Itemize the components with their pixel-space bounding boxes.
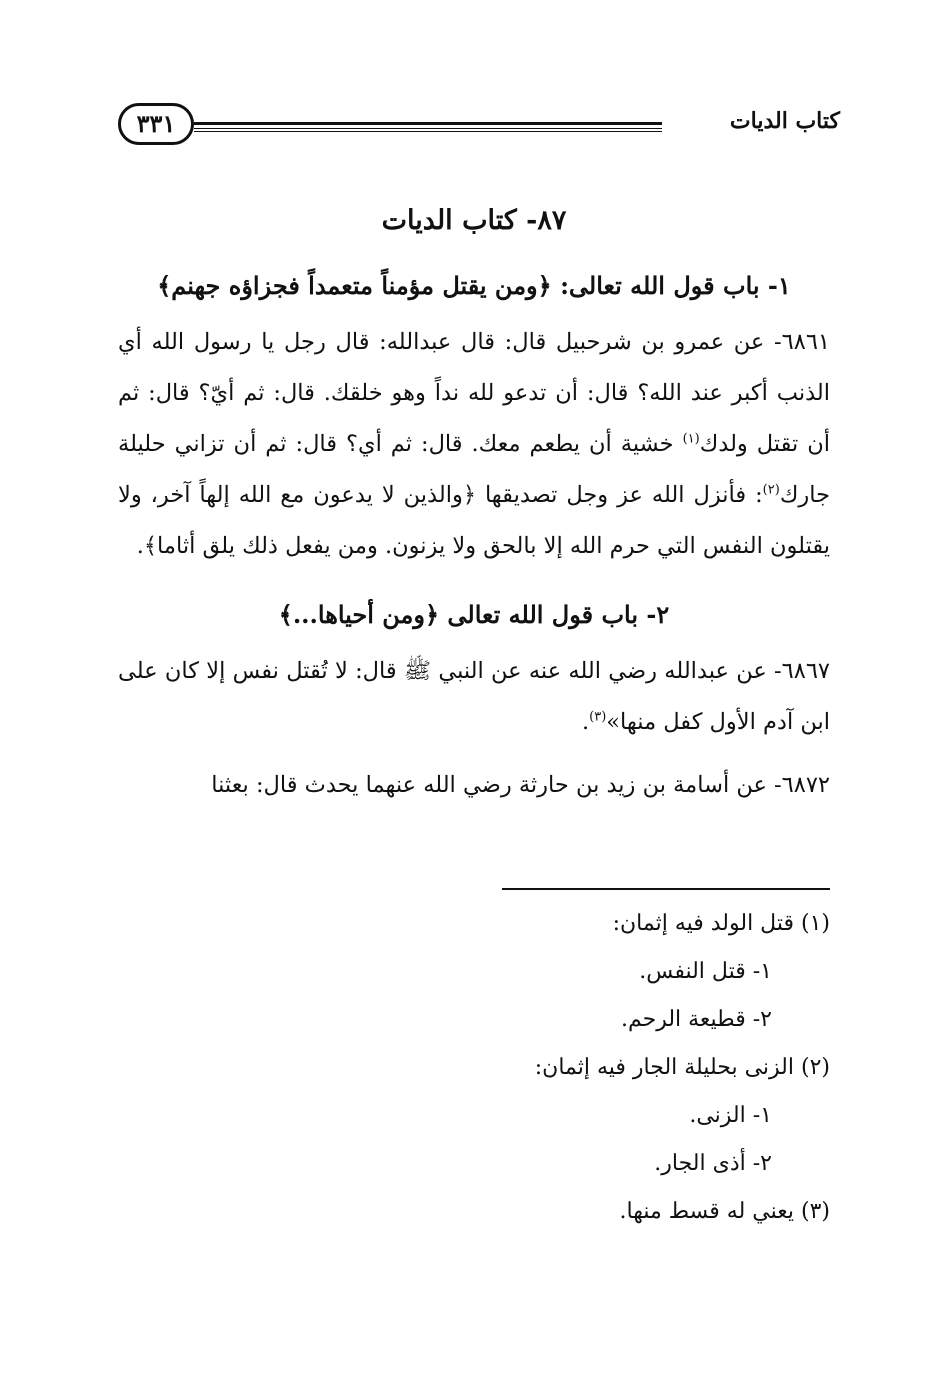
footnote-1-title: (١) قتل الولد فيه إثمان:	[612, 911, 830, 936]
footnote-2-title: (٢) الزنى بحليلة الجار فيه إثمان:	[534, 1055, 830, 1080]
hadith-6872: ٦٨٧٢- عن أسامة بن زيد بن حارثة رضي الله عنهما يحدث قال: بعثنا	[211, 772, 830, 798]
footnote-2-item-2: ٢- أذى الجار.	[654, 1151, 772, 1176]
footnote-separator	[502, 888, 830, 890]
chapter-title: ٨٧- كتاب الديات	[381, 205, 567, 236]
hadith-6867-part1: ٦٨٦٧- عن عبدالله رضي الله عنه عن النبي ﷺ قال: لا تُقتل نفس إلا كان على ابن آدم الأول كفل منها»	[118, 658, 830, 735]
hadith-6861-part1: ٦٨٦١- عن عمرو بن شرحبيل قال: قال عبدالله: قال رجل يا رسول الله أي الذنب أكبر عند الله؟ قال: أن تدعو لله نداً وهو خلقك. قال: ثم أيّ؟ قال: ثم أن تقتل ولدك	[118, 329, 830, 457]
section-heading-1: ١- باب قول الله تعالى: ﴿ومن يقتل مؤمناً متعمداً فجزاؤه جهنم﴾	[157, 271, 791, 300]
main-text	[118, 195, 830, 811]
hadith-6861-part3: : فأنزل الله عز وجل تصديقها ﴿والذين لا يدعون مع الله إلهاً آخر، ولا يقتلون النفس التي حرم الله إلا بالحق ولا يزنون. ومن يفعل ذلك يلق أثاما﴾.	[118, 482, 830, 559]
section-spacer	[118, 572, 830, 590]
footnote-3: (٣) يعني له قسط منها.	[619, 1199, 830, 1224]
footnote-1-item-2: ٢- قطيعة الرحم.	[620, 1007, 772, 1032]
footnote-marker-2: (٢)	[762, 482, 780, 498]
page-number: ٣٣١	[118, 103, 194, 145]
header-rule	[194, 122, 662, 129]
hadith-6867-part2: .	[581, 709, 590, 735]
hadith-6867	[118, 646, 830, 748]
running-header-title: كتاب الديات	[729, 108, 840, 134]
footnote-2-item-1: ١- الزنى.	[689, 1103, 772, 1128]
footnote-marker-3: (٣)	[589, 709, 607, 725]
footnotes	[118, 900, 830, 1236]
footnote-1-item-1: ١- قتل النفس.	[639, 959, 772, 984]
hadith-6861	[118, 317, 830, 572]
running-header	[118, 100, 840, 156]
section-heading-2: ٢- باب قول الله تعالى ﴿ومن أحياها...﴾	[278, 600, 670, 629]
footnote-marker-1: (١)	[682, 431, 700, 447]
hadith-6861-part2: خشية أن يطعم معك. قال: ثم أي؟ قال: ثم أن تزاني حليلة جارك	[118, 431, 830, 508]
header-rule-thin	[194, 131, 662, 132]
